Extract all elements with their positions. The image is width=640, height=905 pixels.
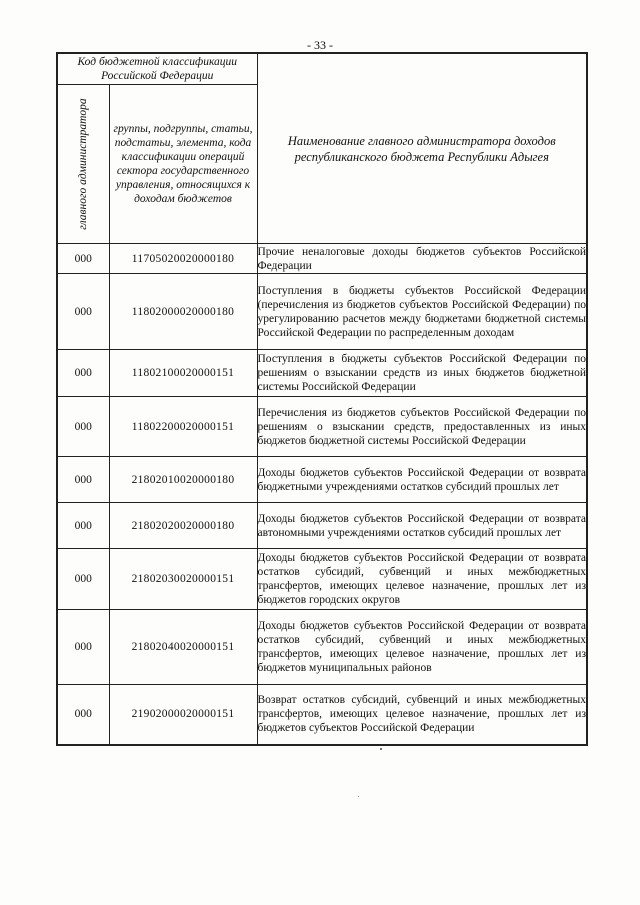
table-row	[57, 397, 587, 457]
revenue-name: Доходы бюджетов субъектов Российской Федерации от возврата остатков субсидий, субвенций и иных межбюджетных трансфертов, имеющих целевое назначение, прошлых лет из бюджетов муниципальных районов	[257, 610, 587, 685]
budget-code: 21802040020000151	[109, 610, 257, 685]
budget-code: 21802010020000180	[109, 457, 257, 503]
scan-speck	[380, 748, 382, 750]
budget-code: 11802200020000151	[109, 397, 257, 457]
revenue-name: Прочие неналоговые доходы бюджетов субъектов Российской Федерации	[257, 245, 586, 272]
table-row	[57, 503, 587, 549]
admin-code: 000	[57, 685, 109, 745]
revenue-name: Поступления в бюджеты субъектов Российской Федерации по решениям о взыскании средств из иных бюджетов бюджетной системы Российской Федерации	[257, 350, 587, 397]
revenue-name: Доходы бюджетов субъектов Российской Федерации от возврата бюджетными учреждениями остатков субсидий прошлых лет	[257, 457, 587, 503]
table-row	[57, 457, 587, 503]
budget-code: 21802030020000151	[109, 549, 257, 610]
page-number: - 33 -	[307, 38, 333, 52]
scan-speck	[358, 796, 359, 797]
revenue-name: Доходы бюджетов субъектов Российской Федерации от возврата автономными учреждениями остатков субсидий прошлых лет	[257, 503, 587, 549]
header-admin-cell	[57, 85, 109, 244]
revenue-name: Поступления в бюджеты субъектов Российской Федерации (перечисления из бюджетов субъектов Российской Федерации) по урегулированию расчетов между бюджетами бюджетной системы Российской Федерации по распределенным доходам	[257, 274, 587, 350]
budget-code: 21902000020000151	[109, 685, 257, 745]
revenue-table	[56, 52, 588, 746]
budget-code: 11802000020000180	[109, 274, 257, 350]
admin-code: 000	[57, 457, 109, 503]
header-row-group	[57, 53, 587, 85]
revenue-name: Возврат остатков субсидий, субвенций и иных межбюджетных трансфертов, имеющих целевое назначение, прошлых лет из бюджетов субъектов Российской Федерации	[257, 685, 587, 745]
admin-code: 000	[57, 274, 109, 350]
admin-code: 000	[57, 397, 109, 457]
table-row	[57, 244, 587, 274]
admin-code: 000	[57, 350, 109, 397]
budget-code: 21802020020000180	[109, 503, 257, 549]
admin-code: 000	[57, 503, 109, 549]
budget-code: 11705020020000180	[109, 244, 257, 274]
budget-code: 11802100020000151	[109, 350, 257, 397]
revenue-name: Доходы бюджетов субъектов Российской Федерации от возврата остатков субсидий, субвенций и иных межбюджетных трансфертов, имеющих целевое назначение, прошлых лет из бюджетов городских округов	[257, 549, 587, 610]
header-name: Наименование главного администратора доходов республиканского бюджета Республики Адыгея	[257, 53, 587, 244]
header-admin: главного администратора	[77, 98, 90, 230]
table-row	[57, 549, 587, 610]
table-row	[57, 610, 587, 685]
table-row	[57, 685, 587, 745]
header-kbk: группы, подгруппы, статьи, подстатьи, элемента, кода классификации операций сектора государственного управления, относящихся к доходам бюджетов	[109, 85, 257, 244]
table-row	[57, 274, 587, 350]
table-row	[57, 350, 587, 397]
admin-code: 000	[57, 549, 109, 610]
admin-code: 000	[57, 244, 109, 274]
admin-code: 000	[57, 610, 109, 685]
revenue-name: Перечисления из бюджетов субъектов Российской Федерации по решениям о взыскании средств, предоставленных из иных бюджетов бюджетной системы Российской Федерации	[257, 397, 587, 457]
header-code-group: Код бюджетной классификации Российской Федерации	[57, 53, 257, 85]
